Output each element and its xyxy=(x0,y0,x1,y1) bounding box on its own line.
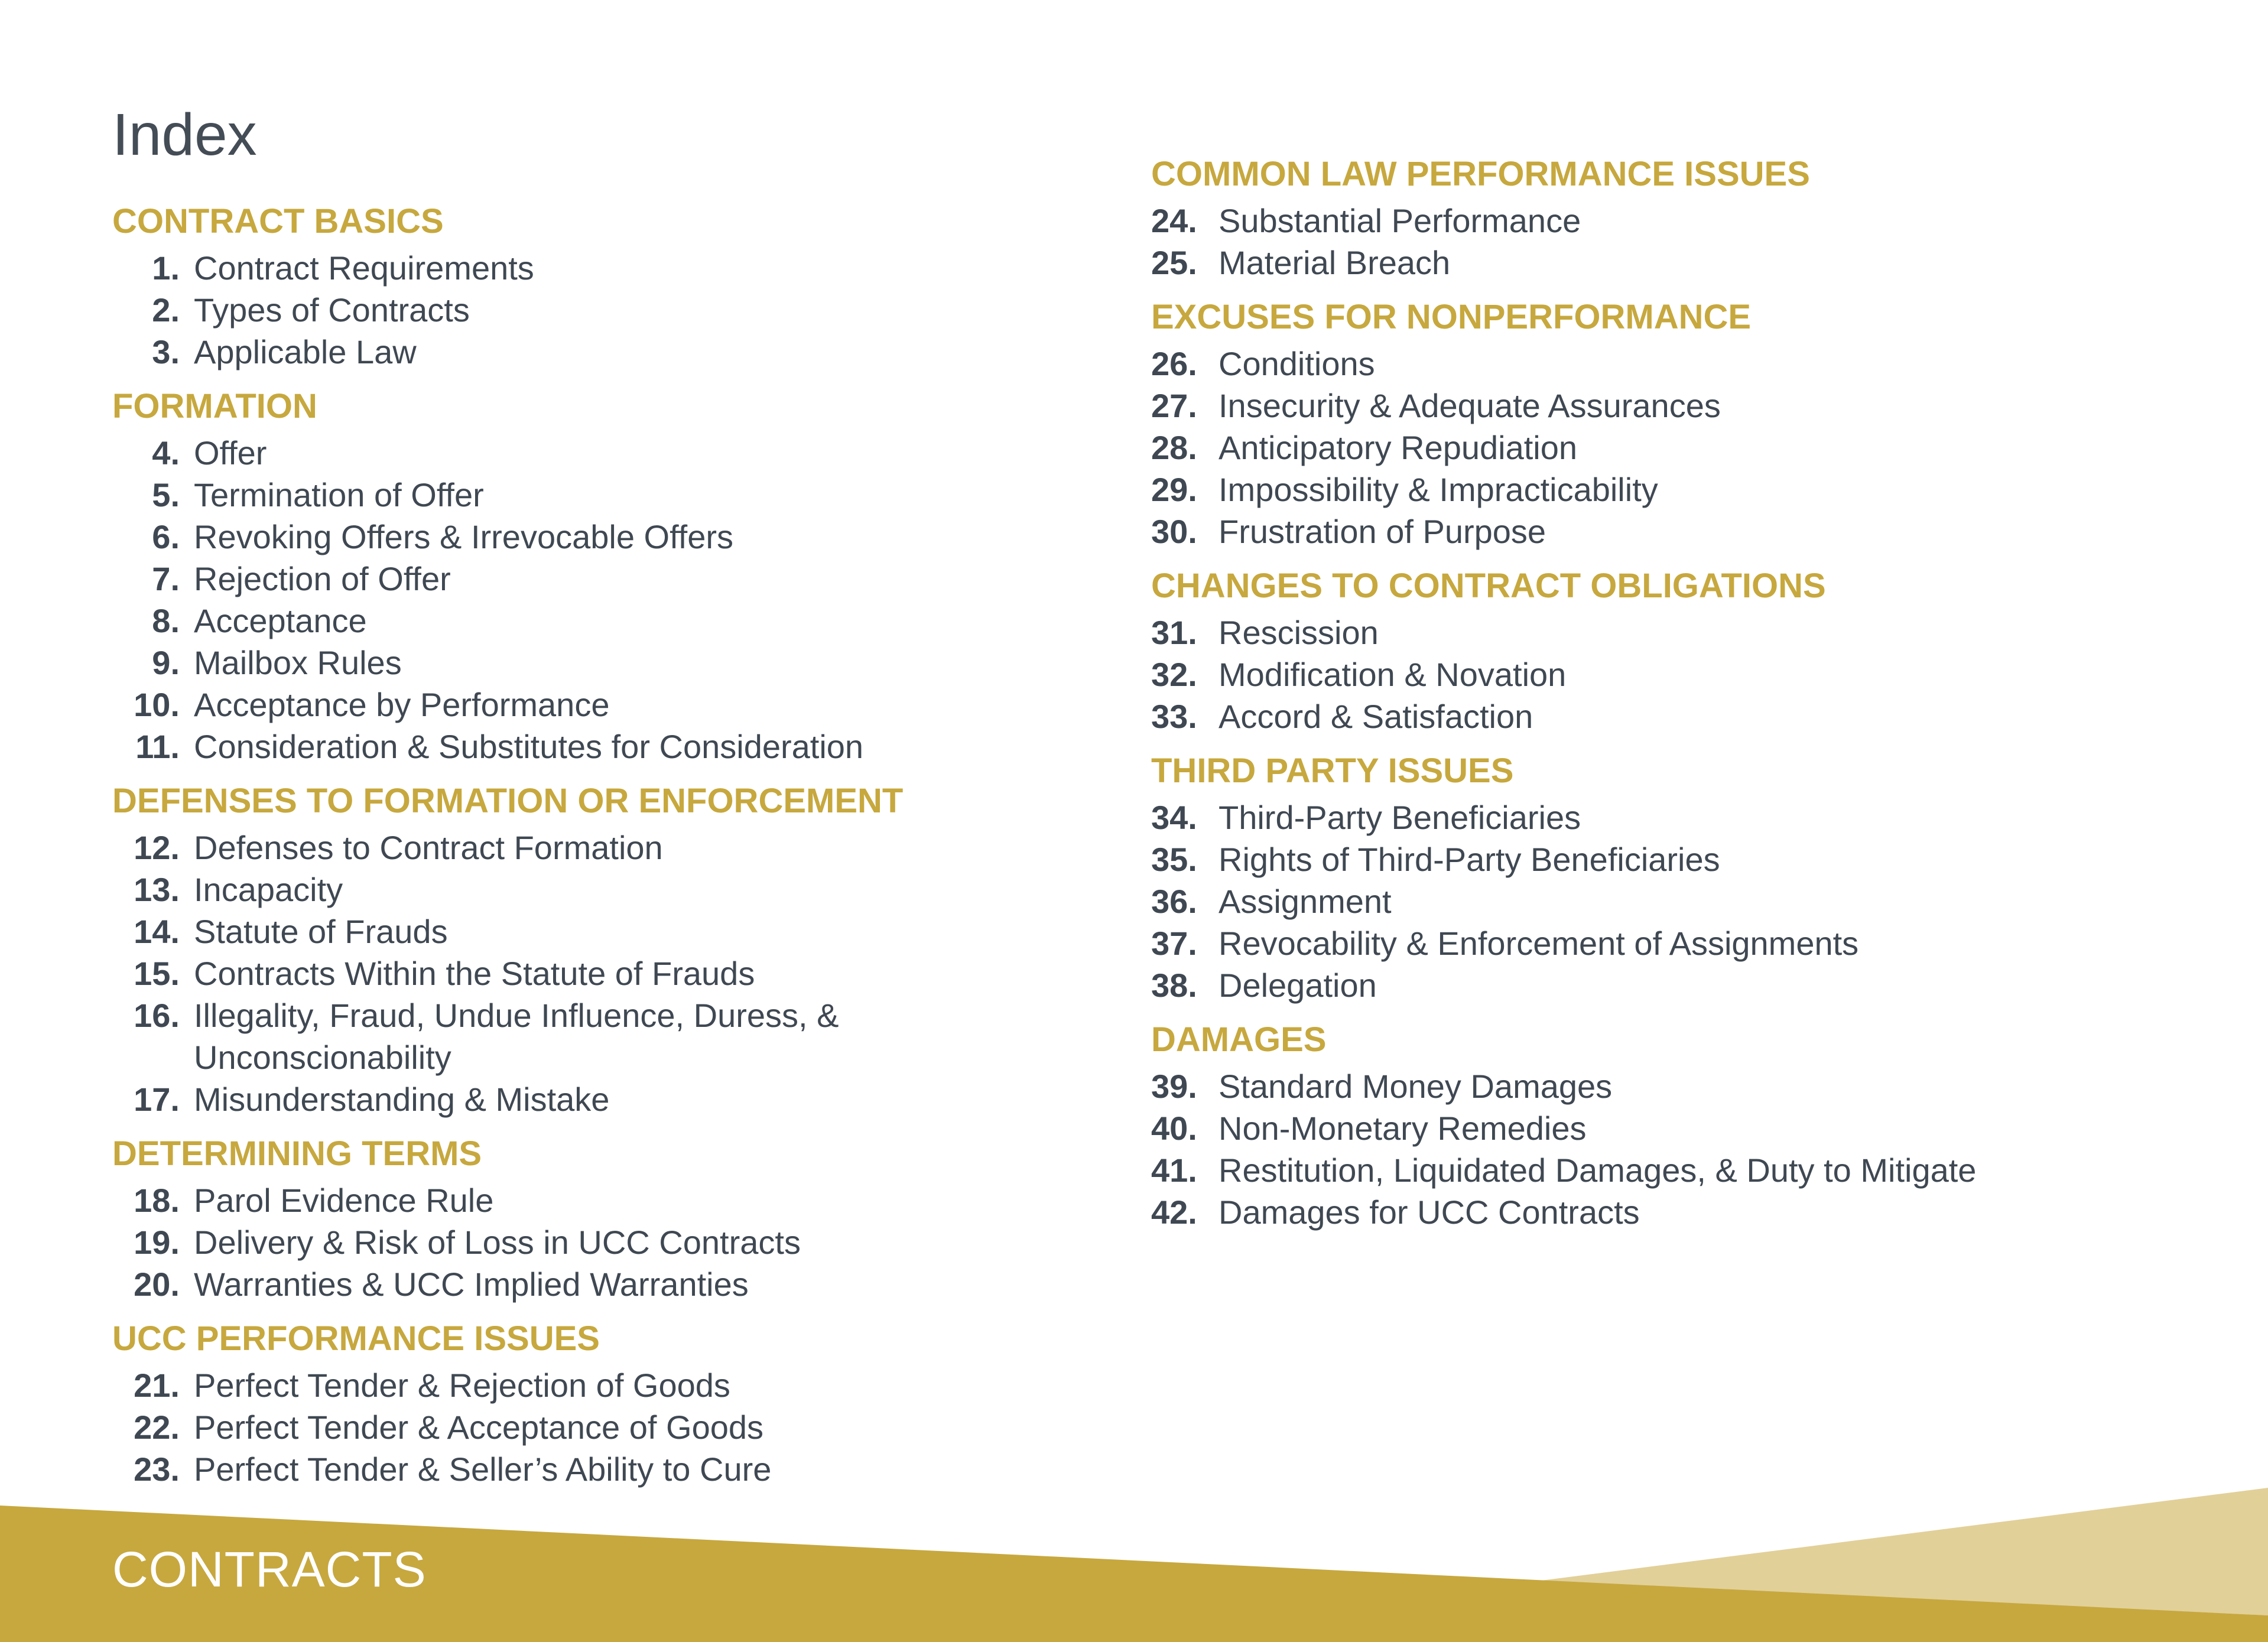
entry-number: 31. xyxy=(1151,614,1197,651)
entry-title: Termination of Offer xyxy=(194,476,484,513)
entry-number: 37. xyxy=(1151,925,1197,962)
entry-number: 2. xyxy=(152,291,180,329)
entry-number: 27. xyxy=(1151,387,1197,424)
entry-title: Consideration & Substitutes for Consideration xyxy=(194,728,864,765)
entry-number: 15. xyxy=(134,955,180,992)
entry-title: Perfect Tender & Seller’s Ability to Cure xyxy=(194,1451,772,1488)
entry-number: 10. xyxy=(134,686,180,723)
section-heading: CHANGES TO CONTRACT OBLIGATIONS xyxy=(1151,567,1826,605)
entry-number: 18. xyxy=(134,1182,180,1219)
entry-number: 8. xyxy=(152,602,180,639)
section-heading: FORMATION xyxy=(112,387,317,425)
section-heading: DEFENSES TO FORMATION OR ENFORCEMENT xyxy=(112,782,904,820)
section-heading: DETERMINING TERMS xyxy=(112,1134,482,1173)
entry-title: Accord & Satisfaction xyxy=(1219,698,1533,735)
entry-title: Delivery & Risk of Loss in UCC Contracts xyxy=(194,1224,801,1261)
section-heading: COMMON LAW PERFORMANCE ISSUES xyxy=(1151,155,1810,193)
entry-title: Substantial Performance xyxy=(1219,202,1581,239)
entry-title: Acceptance by Performance xyxy=(194,686,610,723)
entry-title: Revocability & Enforcement of Assignments xyxy=(1219,925,1859,962)
entry-number: 22. xyxy=(134,1409,180,1446)
entry-title: Contract Requirements xyxy=(194,249,534,287)
entry-title: Restitution, Liquidated Damages, & Duty to Mitigate xyxy=(1219,1152,1977,1189)
entry-number: 21. xyxy=(134,1367,180,1404)
entry-number: 32. xyxy=(1151,656,1197,693)
entry-title: Conditions xyxy=(1219,345,1375,382)
entry-title: Defenses to Contract Formation xyxy=(194,829,663,866)
entry-number: 39. xyxy=(1151,1068,1197,1105)
entry-number: 23. xyxy=(134,1451,180,1488)
entry-title: Assignment xyxy=(1219,883,1392,920)
entry-number: 19. xyxy=(134,1224,180,1261)
entry-number: 17. xyxy=(134,1081,180,1118)
entry-title: Parol Evidence Rule xyxy=(194,1182,494,1219)
entry-number: 42. xyxy=(1151,1194,1197,1231)
entry-title: Warranties & UCC Implied Warranties xyxy=(194,1266,749,1303)
entry-title: Delegation xyxy=(1219,967,1377,1004)
entry-title: Contracts Within the Statute of Frauds xyxy=(194,955,755,992)
entry-title: Perfect Tender & Rejection of Goods xyxy=(194,1367,730,1404)
entry-number: 40. xyxy=(1151,1110,1197,1147)
entry-title: Non-Monetary Remedies xyxy=(1219,1110,1587,1147)
entry-title: Rejection of Offer xyxy=(194,560,451,597)
entry-number: 25. xyxy=(1151,244,1197,281)
section-heading: UCC PERFORMANCE ISSUES xyxy=(112,1319,600,1358)
section-heading: THIRD PARTY ISSUES xyxy=(1151,752,1514,790)
entry-number: 38. xyxy=(1151,967,1197,1004)
entry-number: 20. xyxy=(134,1266,180,1303)
entry-title: Insecurity & Adequate Assurances xyxy=(1219,387,1721,424)
entry-title: Rescission xyxy=(1219,614,1379,651)
entry-title: Third-Party Beneficiaries xyxy=(1219,799,1581,836)
entry-number: 12. xyxy=(134,829,180,866)
entry-number: 36. xyxy=(1151,883,1197,920)
entry-number: 24. xyxy=(1151,202,1197,239)
entry-number: 16. xyxy=(134,997,180,1034)
entry-title: Impossibility & Impracticability xyxy=(1219,471,1658,508)
entry-number: 14. xyxy=(134,913,180,950)
entry-number: 7. xyxy=(152,560,180,597)
entry-number: 33. xyxy=(1151,698,1197,735)
entry-title: Acceptance xyxy=(194,602,367,639)
entry-number: 11. xyxy=(135,728,180,765)
footer-label: CONTRACTS xyxy=(112,1542,427,1597)
entry-title: Damages for UCC Contracts xyxy=(1219,1194,1640,1231)
section-heading: CONTRACT BASICS xyxy=(112,202,444,240)
entry-number: 29. xyxy=(1151,471,1197,508)
section-heading: EXCUSES FOR NONPERFORMANCE xyxy=(1151,298,1752,336)
entry-title: Statute of Frauds xyxy=(194,913,448,950)
entry-title: Mailbox Rules xyxy=(194,644,402,681)
entry-number: 34. xyxy=(1151,799,1197,836)
entry-title: Applicable Law xyxy=(194,333,417,370)
entry-number: 30. xyxy=(1151,513,1197,550)
entry-title: Anticipatory Repudiation xyxy=(1219,429,1578,466)
entry-title: Types of Contracts xyxy=(194,291,470,329)
entry-title: Misunderstanding & Mistake xyxy=(194,1081,610,1118)
entry-number: 3. xyxy=(152,333,180,370)
entry-number: 28. xyxy=(1151,429,1197,466)
entry-number: 5. xyxy=(152,476,180,513)
entry-number: 9. xyxy=(152,644,180,681)
entry-title: Incapacity xyxy=(194,871,343,908)
entry-title: Material Breach xyxy=(1219,244,1451,281)
entry-title: Offer xyxy=(194,434,267,472)
entry-number: 4. xyxy=(152,434,180,472)
entry-number: 1. xyxy=(152,249,180,287)
entry-title: Rights of Third-Party Beneficiaries xyxy=(1219,841,1720,878)
entry-number: 6. xyxy=(152,518,180,555)
section-heading: DAMAGES xyxy=(1151,1020,1327,1059)
entry-title: Frustration of Purpose xyxy=(1219,513,1546,550)
entry-title: Modification & Novation xyxy=(1219,656,1567,693)
entry-number: 35. xyxy=(1151,841,1197,878)
entry-title: Perfect Tender & Acceptance of Goods xyxy=(194,1409,764,1446)
entry-number: 13. xyxy=(134,871,180,908)
entry-number: 26. xyxy=(1151,345,1197,382)
entry-title: Illegality, Fraud, Undue Influence, Duress, & Unconscionability xyxy=(194,997,839,1076)
entry-number: 41. xyxy=(1151,1152,1197,1189)
entry-title: Standard Money Damages xyxy=(1219,1068,1613,1105)
entry-title: Revoking Offers & Irrevocable Offers xyxy=(194,518,733,555)
page-title: Index xyxy=(112,102,257,168)
